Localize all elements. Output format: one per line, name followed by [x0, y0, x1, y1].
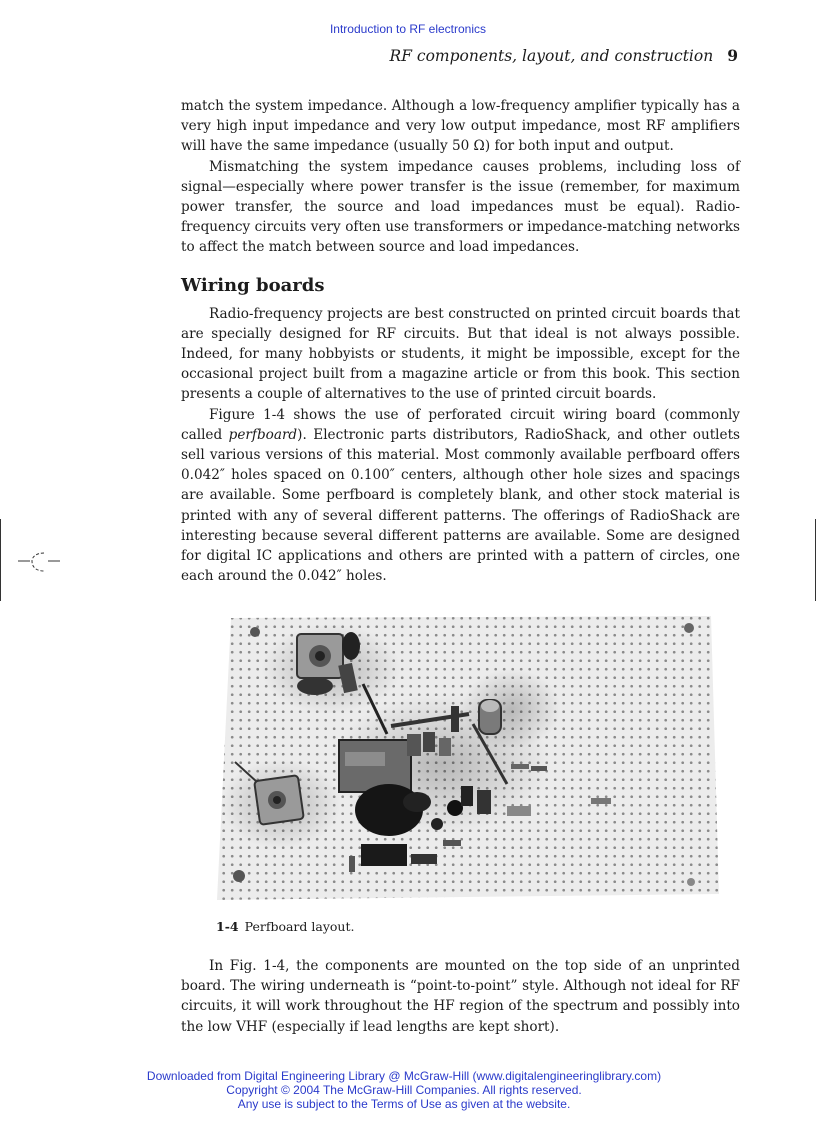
paragraph-2: Mismatching the system impedance causes problems, including loss of signal—especially where power transfer is the issue (remember, for maximum power transfer, the source and load impedances must be equal). Radio-frequency circuits very often use transformers or impedance-matching networks to affect the match between source and load impedances. [181, 158, 740, 256]
paragraph-4-start: Figure 1-4 shows the use of perforated circuit wiring board (commonly called [181, 406, 740, 443]
book-title-link[interactable]: Introduction to RF electronics [329, 22, 487, 36]
perfboard-term: perfboard [228, 426, 298, 443]
crop-mark-icon [18, 549, 60, 579]
closing-text [181, 956, 740, 1037]
paragraph-4 [181, 405, 740, 587]
footer-copyright: Copyright © 2004 The McGraw-Hill Companies. All rights reserved. [226, 1083, 582, 1097]
copyright-footer [0, 1069, 808, 1111]
paragraph-5: In Fig. 1-4, the components are mounted on the top side of an unprinted board. The wiring underneath is “point-to-point” style. Although not ideal for RF circuits, it will work throughout the HF region of the spectrum and possibly into the low VHF (especially if lead lengths are kept short). [181, 958, 740, 1035]
running-title: RF components, layout, and construction [389, 47, 714, 65]
perfboard-photo [211, 614, 723, 902]
paragraph-4-rest: ). Electronic parts distributors, RadioShack, and other outlets sell various versions of this material. Most commonly available perfboard offers 0.042″ holes spaced on 0.100″ centers, although other hole sizes and spacings are available. Some perfboard is completely blank, and other stock material is printed with any of several different patterns. The offerings of RadioShack are interesting because several different patterns are available. Some are designed for digital IC applications and others are printed with a pattern of circles, one each around the 0.042″ holes. [181, 426, 741, 585]
paragraph-1: match the system impedance. Although a low-frequency amplifier typically has a very high input impedance and very low output impedance, most RF amplifiers will have the same impedance (usually 50 Ω) for both input and output. [181, 98, 740, 155]
paragraph-3: Radio-frequency projects are best constructed on printed circuit boards that are specially designed for RF circuits. But that ideal is not always possible. Indeed, for many hobbyists or students, it might be impossible, except for the occasional project built from a magazine article or from this book. This section presents a couple of alternatives to the use of printed circuit boards. [181, 305, 740, 403]
figure-caption-text: Perfboard layout. [244, 919, 355, 934]
footer-terms-link[interactable]: Any use is subject to the Terms of Use as given at the website. [237, 1097, 571, 1111]
footer-download-link[interactable]: Downloaded from Digital Engineering Library @ McGraw-Hill (www.digitalengineeringlibrary.com) [146, 1069, 662, 1083]
main-text [181, 96, 740, 586]
page-number: 9 [727, 46, 738, 65]
left-margin-rule [0, 519, 1, 601]
perfboard-illustration [211, 614, 723, 902]
figure-number: 1-4 [216, 919, 239, 934]
figure-caption [216, 919, 354, 934]
running-header [390, 46, 738, 65]
section-heading: Wiring boards [181, 274, 325, 296]
